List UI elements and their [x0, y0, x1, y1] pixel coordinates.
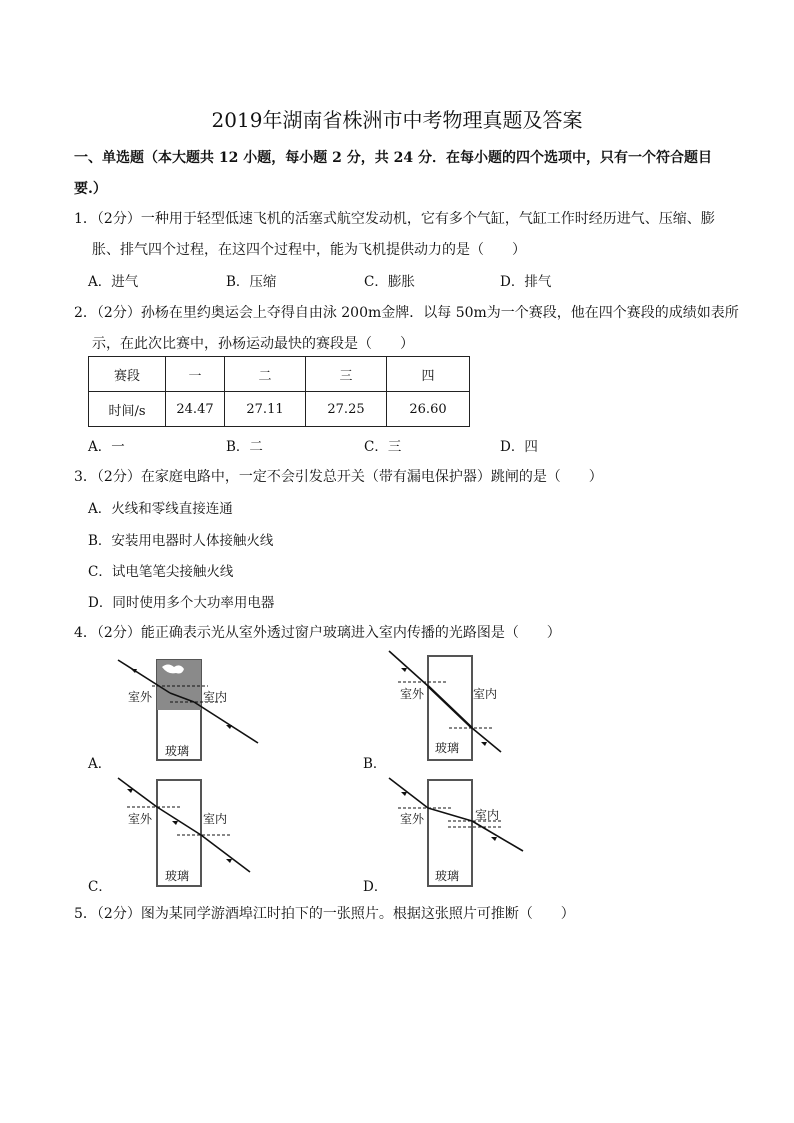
question-2-line1: 2．（2分）孙杨在里约奥运会上夺得自由泳 200m金牌．以每 50m为一个赛段，他在四个赛段的成绩如表所 [74, 305, 739, 321]
q4-option-a: A． [88, 756, 112, 772]
q2-option-d: D．四 [500, 439, 538, 455]
diagram-b [385, 648, 545, 763]
question-4-line1: 4．（2分）能正确表示光从室外透过窗户玻璃进入室内传播的光路图是（ ） [74, 625, 561, 641]
glass-label: 玻璃 [435, 869, 460, 883]
section-heading-line1: 一、单选题（本大题共 12 小题，每小题 2 分，共 24 分．在每小题的四个选项中，只有一个符合题目 [74, 150, 712, 166]
emergent-ray [472, 821, 523, 851]
q1-option-a: A．进气 [88, 274, 139, 290]
arrow-icon [401, 792, 407, 796]
inside-label: 室内 [473, 687, 498, 701]
question-5-line1: 5．（2分）图为某同学游酒埠江时拍下的一张照片。根据这张照片可推断（ ） [74, 906, 575, 922]
outside-label: 室外 [400, 812, 425, 826]
q3-option-c: C．试电笔笔尖接触火线 [88, 564, 234, 580]
incident-ray [118, 778, 157, 807]
arrow-icon [127, 789, 133, 793]
arrow-icon [491, 837, 497, 841]
q3-option-a: A．火线和零线直接连通 [88, 501, 233, 517]
question-1-line1: 1．（2分）一种用于轻型低速飞机的活塞式航空发动机，它有多个气缸，气缸工作时经历进气、压缩、膨 [74, 211, 715, 227]
inside-label: 室内 [203, 812, 228, 826]
table-cell: 时间/s [89, 392, 166, 427]
inside-label: 室内 [475, 808, 500, 822]
table-header-cell: 四 [387, 357, 470, 392]
emergent-ray [472, 728, 501, 752]
arrow-icon [481, 742, 487, 746]
page-title: 2019年湖南省株洲市中考物理真题及答案 [211, 108, 583, 132]
outside-label: 室外 [128, 690, 153, 704]
outside-label: 室外 [400, 687, 425, 701]
table-header-row [89, 357, 470, 392]
q3-option-b: B．安装用电器时人体接触火线 [88, 533, 274, 549]
emergent-ray [194, 702, 258, 743]
arrow-icon [226, 859, 232, 863]
q4-option-c: C． [88, 879, 112, 895]
q2-option-b: B．二 [226, 439, 263, 455]
glass-label: 玻璃 [165, 869, 190, 883]
q2-option-c: C．三 [364, 439, 402, 455]
question-2-line2: 示，在此次比赛中，孙杨运动最快的赛段是（ ） [92, 336, 414, 352]
q4-option-d: D． [363, 879, 388, 895]
q3-option-d: D．同时使用多个大功率用电器 [88, 595, 275, 611]
arrow-icon [226, 725, 232, 729]
q1-option-d: D．排气 [500, 274, 552, 290]
table-cell: 27.11 [225, 392, 306, 427]
q2-option-a: A．一 [88, 439, 125, 455]
q1-option-b: B．压缩 [226, 274, 277, 290]
incident-ray [389, 778, 428, 808]
table-header-cell: 一 [166, 357, 225, 392]
section-heading-line2: 要.） [74, 181, 107, 197]
question-1-line2: 胀、排气四个过程，在这四个过程中，能为飞机提供动力的是（ ） [92, 242, 526, 258]
q1-option-c: C．膨胀 [364, 274, 415, 290]
outside-label: 室外 [128, 812, 153, 826]
table-row [89, 392, 470, 427]
incident-ray [389, 651, 428, 686]
emergent-ray [201, 835, 250, 872]
table-header-cell: 三 [306, 357, 387, 392]
glass-label: 玻璃 [435, 741, 460, 755]
inside-label: 室内 [203, 690, 228, 704]
table-header-cell: 赛段 [89, 357, 166, 392]
arrow-icon [401, 668, 407, 672]
diagram-d [385, 775, 545, 890]
results-table [88, 356, 470, 427]
table-cell: 26.60 [387, 392, 470, 427]
q4-option-b: B． [363, 756, 387, 772]
diagram-a [110, 655, 270, 765]
table-cell: 24.47 [166, 392, 225, 427]
glass-label: 玻璃 [165, 744, 190, 758]
table-cell: 27.25 [306, 392, 387, 427]
table-header-cell: 二 [225, 357, 306, 392]
diagram-c [110, 775, 270, 890]
question-3-line1: 3．（2分）在家庭电路中，一定不会引发总开关（带有漏电保护器）跳闸的是（ ） [74, 469, 603, 485]
